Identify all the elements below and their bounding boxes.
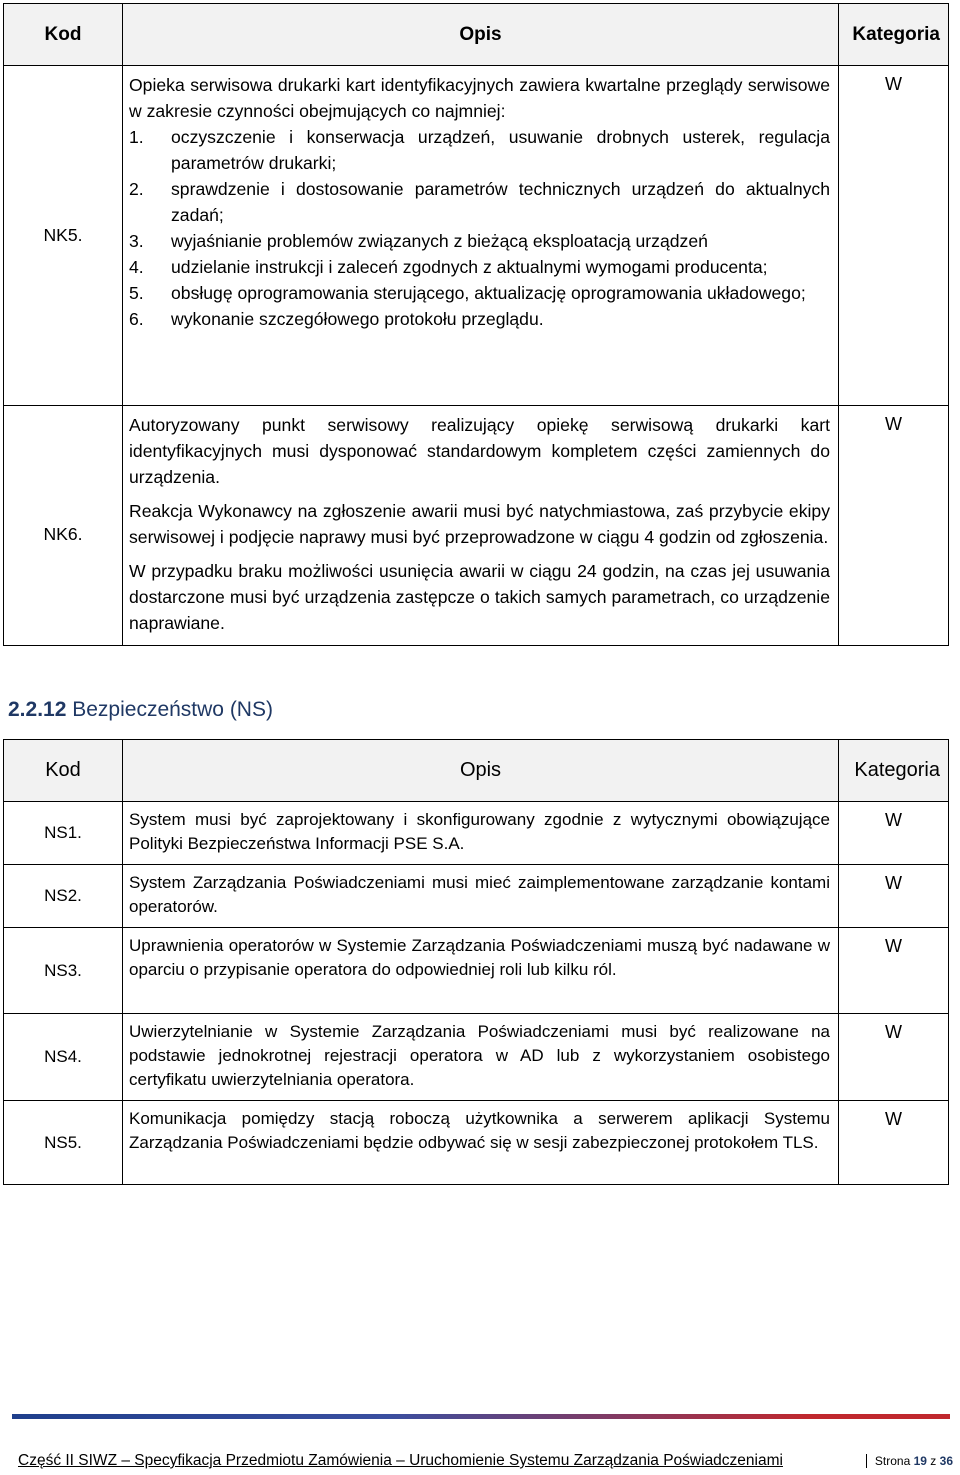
row-code: NS2. [4, 865, 123, 928]
table-ns [3, 739, 949, 1185]
list-item [129, 280, 830, 306]
table-row-ns1 [4, 802, 949, 865]
table-row-nk5 [4, 66, 949, 406]
list-item [129, 176, 830, 228]
row-description [123, 66, 839, 406]
paragraph: Autoryzowany punkt serwisowy realizujący opiekę serwisową drukarki kart identyfikacyjnych musi dysponować standardowym kompletem części zamiennych do urządzenia. [129, 415, 830, 487]
row-category: W [839, 1101, 949, 1185]
list-number: 1. [129, 127, 144, 147]
header-kod: Kod [4, 4, 123, 66]
list-item [129, 254, 830, 280]
page-separator: z [930, 1454, 937, 1468]
row-description: System musi być zaprojektowany i skonfigurowany zgodnie z wytycznymi obowiązujące Polityki Bezpieczeństwa Informacji PSE S.A. [123, 802, 839, 865]
page-total: 36 [939, 1454, 953, 1468]
section-number: 2.2.12 [8, 698, 67, 721]
section-title: Bezpieczeństwo (NS) [72, 698, 273, 721]
table-row-ns2 [4, 865, 949, 928]
paragraph: W przypadku braku możliwości usunięcia awarii w ciągu 24 godzin, na czas jej usuwania dostarczone musi być urządzenia zastępcze o takich samych parametrach, co urządzenie naprawiane. [129, 561, 830, 633]
list-text: wyjaśnianie problemów związanych z bieżącą eksploatacją urządzeń [171, 231, 708, 251]
header-kod: Kod [4, 740, 123, 802]
list-text: udzielanie instrukcji i zaleceń zgodnych z aktualnymi wymogami producenta; [171, 257, 768, 277]
table-header-row [4, 740, 949, 802]
section-heading [8, 698, 273, 722]
page-label: Strona [874, 1454, 911, 1468]
row-category: W [839, 66, 949, 406]
list-text: sprawdzenie i dostosowanie parametrów technicznych urządzeń do aktualnych zadań; [171, 179, 830, 225]
row-code: NS5. [4, 1101, 123, 1185]
description-list [129, 124, 830, 332]
row-category: W [839, 802, 949, 865]
row-category: W [839, 406, 949, 646]
header-opis: Opis [123, 740, 839, 802]
row-category: W [839, 865, 949, 928]
table-row-ns3 [4, 928, 949, 1014]
list-number: 5. [129, 283, 144, 303]
row-description: Uwierzytelnianie w Systemie Zarządzania Poświadczeniami musi być realizowane na podstawie jednokrotnej rejestracji operatora w AD lub z wykorzystaniem osobistego certyfikatu uwierzytelniania operatora. [123, 1014, 839, 1101]
page-current: 19 [913, 1454, 927, 1468]
list-item [129, 228, 830, 254]
list-text: wykonanie szczegółowego protokołu przeglądu. [171, 309, 544, 329]
header-kategoria: Kategoria [839, 740, 949, 802]
list-item [129, 124, 830, 176]
row-description: Komunikacja pomiędzy stacją roboczą użytkownika a serwerem aplikacji Systemu Zarządzania Poświadczeniami będzie odbywać się w sesji zabezpieczonej protokołem TLS. [123, 1101, 839, 1185]
header-kategoria: Kategoria [839, 4, 949, 66]
header-opis: Opis [123, 4, 839, 66]
table-header-row [4, 4, 949, 66]
paragraph: Reakcja Wykonawcy na zgłoszenie awarii musi być natychmiastowa, zaś przybycie ekipy serwisowej i podjęcie naprawy musi być przeprowadzone w ciągu 4 godzin od zgłoszenia. [129, 501, 830, 547]
list-text: oczyszczenie i konserwacja urządzeń, usuwanie drobnych usterek, regulacja parametrów drukarki; [171, 127, 830, 173]
footer-rule [12, 1414, 950, 1419]
footer-document-title: Część II SIWZ – Specyfikacja Przedmiotu Zamówienia – Uruchomienie Systemu Zarządzania Poświadczeniami [18, 1452, 783, 1469]
description-intro: Opieka serwisowa drukarki kart identyfikacyjnych zawiera kwartalne przeglądy serwisowe w zakresie czynności obejmujących co najmniej: [129, 75, 830, 121]
table-row-nk6 [4, 406, 949, 646]
row-code: NS4. [4, 1014, 123, 1101]
row-description: Uprawnienia operatorów w Systemie Zarządzania Poświadczeniami muszą być nadawane w oparciu o przypisanie operatora do odpowiedniej roli lub kilku ról. [123, 928, 839, 1014]
table-nk [3, 3, 949, 646]
row-code: NK5. [4, 66, 123, 406]
row-category: W [839, 928, 949, 1014]
row-description: System Zarządzania Poświadczeniami musi mieć zaimplementowane zarządzanie kontami operatorów. [123, 865, 839, 928]
row-category: W [839, 1014, 949, 1101]
page-number [866, 1454, 953, 1468]
table-row-ns5 [4, 1101, 949, 1185]
list-number: 6. [129, 309, 144, 329]
list-number: 3. [129, 231, 144, 251]
list-text: obsługę oprogramowania sterującego, aktualizację oprogramowania układowego; [171, 283, 806, 303]
footer [18, 1452, 953, 1470]
list-item [129, 306, 830, 332]
row-code: NS1. [4, 802, 123, 865]
table-row-ns4 [4, 1014, 949, 1101]
row-code: NK6. [4, 406, 123, 646]
row-description [123, 406, 839, 646]
row-code: NS3. [4, 928, 123, 1014]
list-number: 2. [129, 179, 144, 199]
list-number: 4. [129, 257, 144, 277]
